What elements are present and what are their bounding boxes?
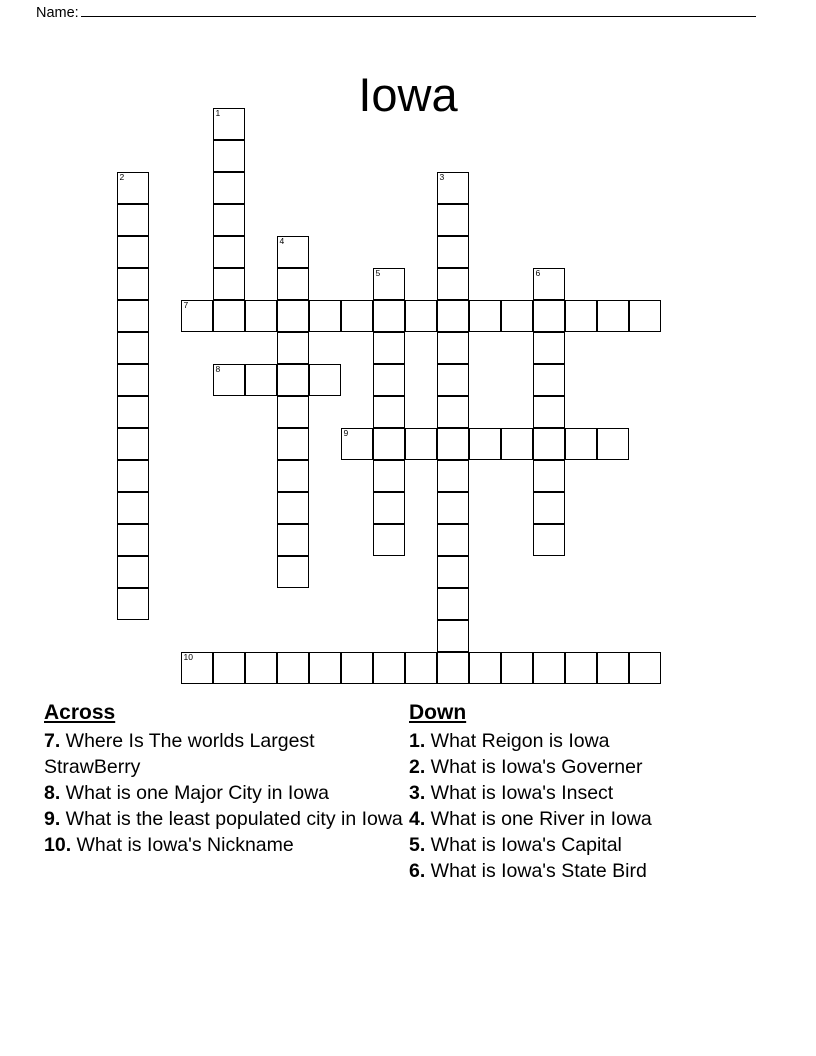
grid-cell[interactable]: [213, 172, 245, 204]
grid-cell[interactable]: [117, 364, 149, 396]
grid-cell[interactable]: [181, 300, 213, 332]
cell-number: 4: [279, 236, 285, 246]
grid-cell[interactable]: [309, 652, 341, 684]
down-clue-list: [409, 728, 774, 884]
grid-cell[interactable]: [533, 524, 565, 556]
clue-text: What is Iowa's State Bird: [425, 860, 647, 883]
grid-cell[interactable]: [117, 524, 149, 556]
grid-cell[interactable]: [213, 268, 245, 300]
clue-text: What is Iowa's Capital: [425, 834, 622, 857]
clue-number: 3.: [409, 782, 426, 805]
grid-cell[interactable]: [437, 396, 469, 428]
grid-cell[interactable]: [533, 332, 565, 364]
across-heading: Across: [44, 701, 116, 724]
clue-text: What Reigon is Iowa: [425, 730, 610, 753]
grid-cell[interactable]: [277, 364, 309, 396]
grid-cell[interactable]: [213, 652, 245, 684]
clue-item: [44, 806, 409, 832]
grid-cell[interactable]: [373, 524, 405, 556]
clue-text: What is the least populated city in Iowa: [60, 808, 403, 831]
grid-cell[interactable]: [437, 236, 469, 268]
grid-cell[interactable]: [117, 460, 149, 492]
grid-cell[interactable]: [373, 332, 405, 364]
cell-number: 1: [215, 108, 221, 118]
grid-cell[interactable]: [629, 652, 661, 684]
clue-number: 10.: [44, 834, 72, 857]
cell-number: 10: [183, 652, 193, 662]
grid-cell[interactable]: [277, 556, 309, 588]
grid-cell[interactable]: [117, 428, 149, 460]
grid-cell[interactable]: [213, 364, 245, 396]
clue-item: [409, 832, 774, 858]
grid-cell[interactable]: [373, 268, 405, 300]
grid-cell[interactable]: [213, 236, 245, 268]
grid-cell[interactable]: [437, 460, 469, 492]
grid-cell[interactable]: [117, 332, 149, 364]
grid-cell[interactable]: [373, 652, 405, 684]
clue-item: [44, 832, 409, 858]
clue-text: What is Iowa's Nickname: [71, 834, 294, 857]
grid-cell[interactable]: [533, 300, 565, 332]
grid-cell[interactable]: [117, 172, 149, 204]
cell-number: 8: [215, 364, 221, 374]
clue-number: 6.: [409, 860, 426, 883]
grid-cell[interactable]: [437, 364, 469, 396]
cell-number: 3: [439, 172, 445, 182]
grid-cell[interactable]: [277, 428, 309, 460]
clue-number: 2.: [409, 756, 426, 779]
clue-text: Where Is The worlds Largest StrawBerry: [44, 730, 315, 779]
grid-cell[interactable]: [501, 300, 533, 332]
grid-cell[interactable]: [437, 300, 469, 332]
clue-text: What is one River in Iowa: [425, 808, 652, 831]
grid-cell[interactable]: [117, 588, 149, 620]
grid-cell[interactable]: [565, 300, 597, 332]
grid-cell[interactable]: [533, 364, 565, 396]
clue-item: [409, 780, 774, 806]
cell-number: 7: [183, 300, 189, 310]
down-clues: [409, 700, 774, 884]
grid-cell[interactable]: [469, 300, 501, 332]
clue-number: 5.: [409, 834, 426, 857]
clue-number: 4.: [409, 808, 426, 831]
grid-cell[interactable]: [213, 204, 245, 236]
grid-cell[interactable]: [245, 652, 277, 684]
grid-cell[interactable]: [277, 460, 309, 492]
clue-number: 7.: [44, 730, 61, 753]
grid-cell[interactable]: [373, 460, 405, 492]
clue-item: [409, 858, 774, 884]
grid-cell[interactable]: [437, 588, 469, 620]
grid-cell[interactable]: [597, 300, 629, 332]
grid-cell[interactable]: [245, 364, 277, 396]
grid-cell[interactable]: [437, 492, 469, 524]
grid-cell[interactable]: [469, 428, 501, 460]
grid-cell[interactable]: [437, 428, 469, 460]
grid-cell[interactable]: [533, 492, 565, 524]
grid-cell[interactable]: [501, 428, 533, 460]
cell-number: 5: [375, 268, 381, 278]
across-clue-list: [44, 728, 409, 858]
clue-item: [44, 780, 409, 806]
clue-item: [44, 728, 409, 780]
clue-item: [409, 728, 774, 754]
grid-cell[interactable]: [373, 300, 405, 332]
grid-cell[interactable]: [277, 524, 309, 556]
grid-cell[interactable]: [469, 652, 501, 684]
grid-cell[interactable]: [277, 652, 309, 684]
cell-number: 6: [535, 268, 541, 278]
grid-cell[interactable]: [245, 300, 277, 332]
clue-item: [409, 754, 774, 780]
clue-text: What is Iowa's Insect: [425, 782, 614, 805]
grid-cell[interactable]: [117, 396, 149, 428]
cell-number: 2: [119, 172, 125, 182]
grid-cell[interactable]: [117, 300, 149, 332]
grid-cell[interactable]: [117, 492, 149, 524]
down-heading: Down: [409, 701, 467, 724]
grid-cell[interactable]: [277, 236, 309, 268]
grid-cell[interactable]: [533, 460, 565, 492]
grid-cell[interactable]: [373, 396, 405, 428]
grid-cell[interactable]: [501, 652, 533, 684]
grid-cell[interactable]: [437, 556, 469, 588]
grid-cell[interactable]: [533, 652, 565, 684]
grid-cell[interactable]: [405, 300, 437, 332]
page-title: Iowa: [358, 68, 458, 122]
grid-cell[interactable]: [437, 172, 469, 204]
grid-cell[interactable]: [437, 332, 469, 364]
grid-cell[interactable]: [341, 652, 373, 684]
grid-cell[interactable]: [341, 428, 373, 460]
grid-cell[interactable]: [437, 620, 469, 652]
grid-cell[interactable]: [437, 204, 469, 236]
grid-cell[interactable]: [277, 300, 309, 332]
grid-cell[interactable]: [213, 140, 245, 172]
grid-cell[interactable]: [213, 108, 245, 140]
clue-item: [409, 806, 774, 832]
grid-cell[interactable]: [565, 428, 597, 460]
grid-cell[interactable]: [533, 428, 565, 460]
clues-section: [44, 700, 774, 884]
grid-cell[interactable]: [117, 204, 149, 236]
grid-cell[interactable]: [405, 652, 437, 684]
clue-text: What is one Major City in Iowa: [60, 782, 330, 805]
grid-cell[interactable]: [373, 428, 405, 460]
grid-cell[interactable]: [533, 268, 565, 300]
grid-cell[interactable]: [309, 364, 341, 396]
across-clues: [44, 700, 409, 884]
clue-text: What is Iowa's Governer: [425, 756, 643, 779]
clue-number: 8.: [44, 782, 61, 805]
grid-cell[interactable]: [565, 652, 597, 684]
grid-cell[interactable]: [277, 492, 309, 524]
grid-cell[interactable]: [117, 236, 149, 268]
grid-cell[interactable]: [405, 428, 437, 460]
grid-cell[interactable]: [373, 492, 405, 524]
cell-number: 9: [343, 428, 349, 438]
clue-number: 1.: [409, 730, 426, 753]
grid-cell[interactable]: [277, 268, 309, 300]
grid-cell[interactable]: [437, 652, 469, 684]
grid-cell[interactable]: [533, 396, 565, 428]
grid-cell[interactable]: [597, 428, 629, 460]
grid-cell[interactable]: [629, 300, 661, 332]
grid-cell[interactable]: [277, 396, 309, 428]
grid-cell[interactable]: [117, 268, 149, 300]
grid-cell[interactable]: [437, 524, 469, 556]
grid-cell[interactable]: [181, 652, 213, 684]
grid-cell[interactable]: [373, 364, 405, 396]
grid-cell[interactable]: [341, 300, 373, 332]
grid-cell[interactable]: [277, 332, 309, 364]
name-label: Name:: [36, 5, 79, 21]
clue-number: 9.: [44, 808, 61, 831]
grid-cell[interactable]: [597, 652, 629, 684]
grid-cell[interactable]: [437, 268, 469, 300]
grid-cell[interactable]: [213, 300, 245, 332]
grid-cell[interactable]: [309, 300, 341, 332]
grid-cell[interactable]: [117, 556, 149, 588]
